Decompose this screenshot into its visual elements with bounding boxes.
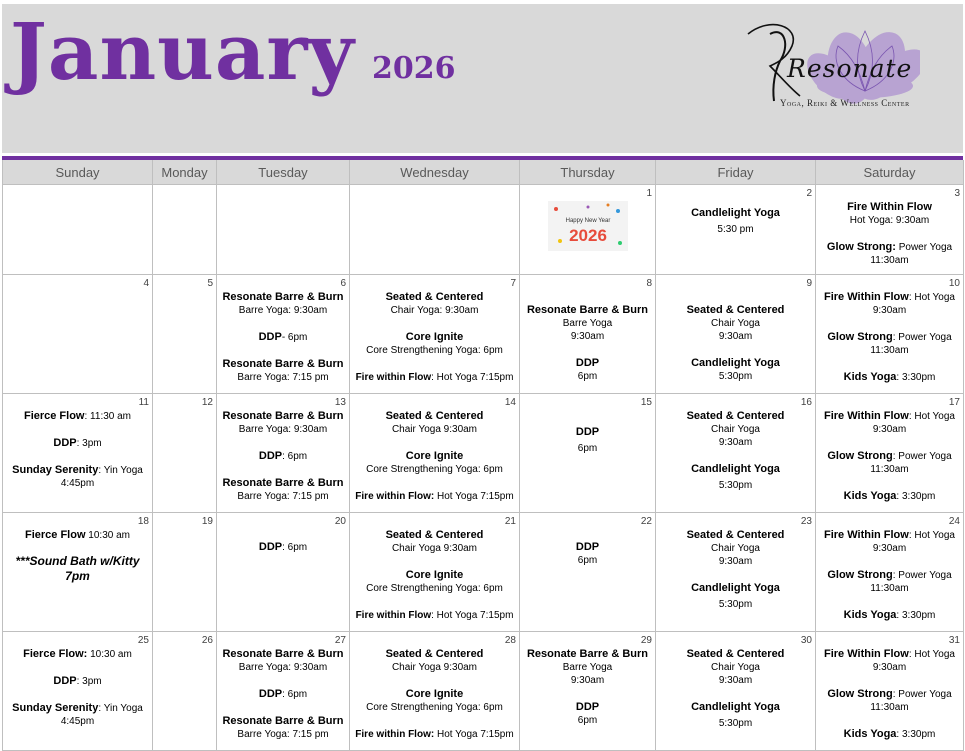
day-number: 3 (954, 188, 960, 199)
day-cell (153, 394, 217, 513)
event: Resonate Barre & Burn (222, 648, 344, 660)
event: Candlelight Yoga (691, 357, 780, 369)
event: Core Ignite (405, 688, 464, 700)
event: DDP: 6pm (258, 450, 308, 462)
day-number: 9 (806, 278, 812, 289)
event: Sunday Serenity: Yin Yoga (12, 702, 143, 714)
badge-line2: 2026 (568, 226, 607, 245)
day-cell (217, 275, 350, 394)
event-time: Chair Yoga 9:30am (391, 543, 478, 554)
day-number: 13 (334, 397, 346, 408)
event-time: 5:30pm (718, 480, 753, 491)
day-cell (520, 632, 656, 751)
event-time: Barre Yoga: 7:15 pm (237, 372, 329, 383)
event: Kids Yoga: 3:30pm (843, 490, 936, 502)
day-cell (350, 394, 520, 513)
event-time: Core Strengthening Yoga: 6pm (366, 345, 503, 356)
weekday-wednesday: Wednesday (350, 160, 520, 185)
day-cell (3, 513, 153, 632)
event: Glow Strong: Power Yoga (826, 241, 953, 253)
event-detail: Barre Yoga (562, 662, 613, 673)
event: Glow Strong: Power Yoga (827, 450, 952, 462)
event-time: Barre Yoga: 9:30am (238, 305, 328, 316)
event: Resonate Barre & Burn (222, 410, 344, 422)
day-cell (656, 513, 816, 632)
event-time: 9:30am (718, 556, 753, 567)
day-cell (153, 275, 217, 394)
day-cell (3, 185, 153, 275)
event-time: Chair Yoga: 9:30am (390, 305, 479, 316)
event-time: 9:30am (570, 331, 605, 342)
day-number: 19 (201, 516, 213, 527)
weekday-friday: Friday (656, 160, 816, 185)
event: Seated & Centered (385, 529, 484, 541)
day-number: 8 (646, 278, 652, 289)
badge-line1: Happy New Year (565, 218, 610, 224)
event-time: 9:30am (872, 662, 907, 673)
event: Fierce Flow: 10:30 am (23, 648, 132, 660)
event: Glow Strong: Power Yoga (827, 688, 952, 700)
day-number: 28 (504, 635, 516, 646)
day-number: 16 (800, 397, 812, 408)
day-number: 14 (504, 397, 516, 408)
event: Fire within Flow: Hot Yoga 7:15pm (355, 729, 514, 740)
day-number: 15 (640, 397, 652, 408)
year-title: 2026 (372, 51, 456, 86)
weekday-tuesday: Tuesday (217, 160, 350, 185)
event: Kids Yoga: 3:30pm (843, 609, 936, 621)
event: Seated & Centered (686, 529, 785, 541)
event-time: 9:30am (872, 424, 907, 435)
day-number: 6 (340, 278, 346, 289)
event-detail: Chair Yoga (711, 543, 760, 554)
event-time: Core Strengthening Yoga: 6pm (366, 464, 503, 475)
day-number: 4 (143, 278, 149, 289)
day-cell (816, 513, 964, 632)
day-cell (217, 632, 350, 751)
event: Candlelight Yoga (691, 701, 780, 713)
event: DDP: 3pm (53, 675, 102, 687)
event: DDP (575, 357, 600, 369)
day-number: 18 (137, 516, 149, 527)
event-time: 11:30am (870, 345, 909, 356)
event: DDP: 6pm (258, 541, 308, 553)
day-number: 2 (806, 188, 812, 199)
day-number: 20 (334, 516, 346, 527)
event: Candlelight Yoga (691, 582, 780, 594)
event-time: Chair Yoga 9:30am (391, 662, 478, 673)
event: Core Ignite (405, 331, 464, 343)
event-time: 11:30am (870, 255, 909, 266)
day-cell (350, 632, 520, 751)
event: Fire Within Flow: Hot Yoga (824, 648, 955, 660)
day-number: 17 (948, 397, 960, 408)
day-cell (520, 513, 656, 632)
weekday-thursday: Thursday (520, 160, 656, 185)
event: Fierce Flow 10:30 am (24, 529, 130, 541)
event: Fire within Flow: Hot Yoga 7:15pm (355, 491, 514, 502)
month-title: January (10, 7, 355, 98)
event-time: 9:30am (872, 305, 907, 316)
day-number: 10 (948, 278, 960, 289)
day-cell (656, 394, 816, 513)
weekday-saturday: Saturday (816, 160, 964, 185)
event-time: 5:30pm (718, 718, 753, 729)
event: Fierce Flow: 11:30 am (23, 410, 132, 422)
event: Kids Yoga: 3:30pm (843, 728, 936, 740)
day-cell (520, 394, 656, 513)
event: DDP: 6pm (258, 688, 308, 700)
event: Core Ignite (405, 450, 464, 462)
day-number: 31 (948, 635, 960, 646)
event-time: 4:45pm (60, 716, 95, 727)
event-time: 11:30am (870, 583, 909, 594)
day-number: 1 (646, 188, 652, 199)
event: Fire within Flow: Hot Yoga 7:15pm (355, 610, 514, 621)
day-cell (153, 185, 217, 275)
day-number: 27 (334, 635, 346, 646)
event: Resonate Barre & Burn (222, 477, 344, 489)
event-detail: Chair Yoga (711, 424, 760, 435)
week-row (3, 632, 964, 751)
event: Candlelight Yoga (691, 463, 780, 475)
event: Seated & Centered (686, 410, 785, 422)
day-number: 30 (800, 635, 812, 646)
event-time: 11:30am (870, 702, 909, 713)
event-time: 5:30pm (718, 371, 753, 382)
event: Seated & Centered (385, 648, 484, 660)
day-cell (816, 185, 964, 275)
day-cell (520, 185, 656, 275)
day-number: 5 (207, 278, 213, 289)
week-row (3, 185, 964, 275)
event-time: 9:30am (570, 675, 605, 686)
event: DDP (575, 701, 600, 713)
day-number: 26 (201, 635, 213, 646)
event: Glow Strong: Power Yoga (827, 569, 952, 581)
event: Seated & Centered (686, 648, 785, 660)
event-detail: Barre Yoga (562, 318, 613, 329)
day-cell (3, 632, 153, 751)
day-cell (816, 275, 964, 394)
day-number: 23 (800, 516, 812, 527)
event-detail: Chair Yoga (711, 318, 760, 329)
day-number: 22 (640, 516, 652, 527)
event: Glow Strong: Power Yoga (827, 331, 952, 343)
event: Fire Within Flow (847, 201, 932, 213)
day-number: 24 (948, 516, 960, 527)
week-row (3, 394, 964, 513)
event: Candlelight Yoga (691, 207, 780, 219)
event: Fire within Flow: Hot Yoga 7:15pm (355, 372, 514, 383)
event: Resonate Barre & Burn (222, 715, 344, 727)
day-cell (153, 632, 217, 751)
day-cell (816, 394, 964, 513)
event-time: Chair Yoga 9:30am (391, 424, 478, 435)
event-detail: Chair Yoga (711, 662, 760, 673)
week-row (3, 275, 964, 394)
event-time: Core Strengthening Yoga: 6pm (366, 583, 503, 594)
event: ***Sound Bath w/Kitty (15, 554, 140, 568)
event: Fire Within Flow: Hot Yoga (824, 410, 955, 422)
day-number: 25 (137, 635, 149, 646)
happy-new-year-2026-image (548, 201, 628, 251)
weekday-sunday: Sunday (3, 160, 153, 185)
event-time: 9:30am (718, 437, 753, 448)
event: Seated & Centered (385, 410, 484, 422)
calendar-grid (2, 160, 964, 751)
event: Resonate Barre & Burn (526, 648, 649, 660)
event: DDP: 3pm (53, 437, 102, 449)
day-cell (656, 275, 816, 394)
day-cell (816, 632, 964, 751)
day-cell (217, 513, 350, 632)
event-time: Barre Yoga: 9:30am (238, 424, 328, 435)
event-time: 6pm (577, 715, 598, 726)
event-time: 9:30am (718, 331, 753, 342)
event-time: Core Strengthening Yoga: 6pm (366, 702, 503, 713)
event: Seated & Centered (385, 291, 484, 303)
calendar-header (2, 4, 963, 153)
day-number: 29 (640, 635, 652, 646)
event: DDP- 6pm (258, 331, 308, 343)
event: Sunday Serenity: Yin Yoga (12, 464, 143, 476)
event-time: 5:30pm (718, 599, 753, 610)
day-cell (3, 275, 153, 394)
event: Resonate Barre & Burn (222, 291, 344, 303)
day-cell (350, 275, 520, 394)
day-cell (520, 275, 656, 394)
event-time: 9:30am (872, 543, 907, 554)
event: Resonate Barre & Burn (222, 358, 344, 370)
day-number: 21 (504, 516, 516, 527)
day-cell (350, 185, 520, 275)
day-number: 11 (138, 397, 149, 408)
day-cell (350, 513, 520, 632)
event: Kids Yoga: 3:30pm (843, 371, 936, 383)
logo-tagline: Yoga, Reiki & Wellness Center (780, 98, 910, 108)
weekday-monday: Monday (153, 160, 217, 185)
event-time: 7pm (65, 569, 90, 583)
day-cell (656, 632, 816, 751)
event: Fire Within Flow: Hot Yoga (824, 529, 955, 541)
logo-wordmark: Resonate (787, 54, 913, 83)
week-row (3, 513, 964, 632)
event-time: 6pm (577, 371, 598, 382)
event-time: 9:30am (718, 675, 753, 686)
event: Core Ignite (405, 569, 464, 581)
day-cell (656, 185, 816, 275)
event: Seated & Centered (686, 304, 785, 316)
weekday-header-row (3, 160, 964, 185)
event-time: 4:45pm (60, 478, 95, 489)
event: DDP (575, 426, 600, 438)
event-time: Barre Yoga: 9:30am (238, 662, 328, 673)
event-time: Barre Yoga: 7:15 pm (237, 491, 329, 502)
event-time: Barre Yoga: 7:15 pm (237, 729, 329, 740)
event-time: 5:30 pm (717, 224, 754, 235)
event-time: 6pm (577, 555, 598, 566)
day-cell (217, 394, 350, 513)
day-cell (153, 513, 217, 632)
event-time: 11:30am (870, 464, 909, 475)
event: Fire Within Flow: Hot Yoga (824, 291, 955, 303)
day-cell (217, 185, 350, 275)
day-number: 7 (510, 278, 516, 289)
event-time: 6pm (577, 443, 598, 454)
day-cell (3, 394, 153, 513)
event: DDP (575, 541, 600, 553)
event: Resonate Barre & Burn (526, 304, 649, 316)
day-number: 12 (201, 397, 213, 408)
event-time: Hot Yoga: 9:30am (849, 215, 930, 226)
